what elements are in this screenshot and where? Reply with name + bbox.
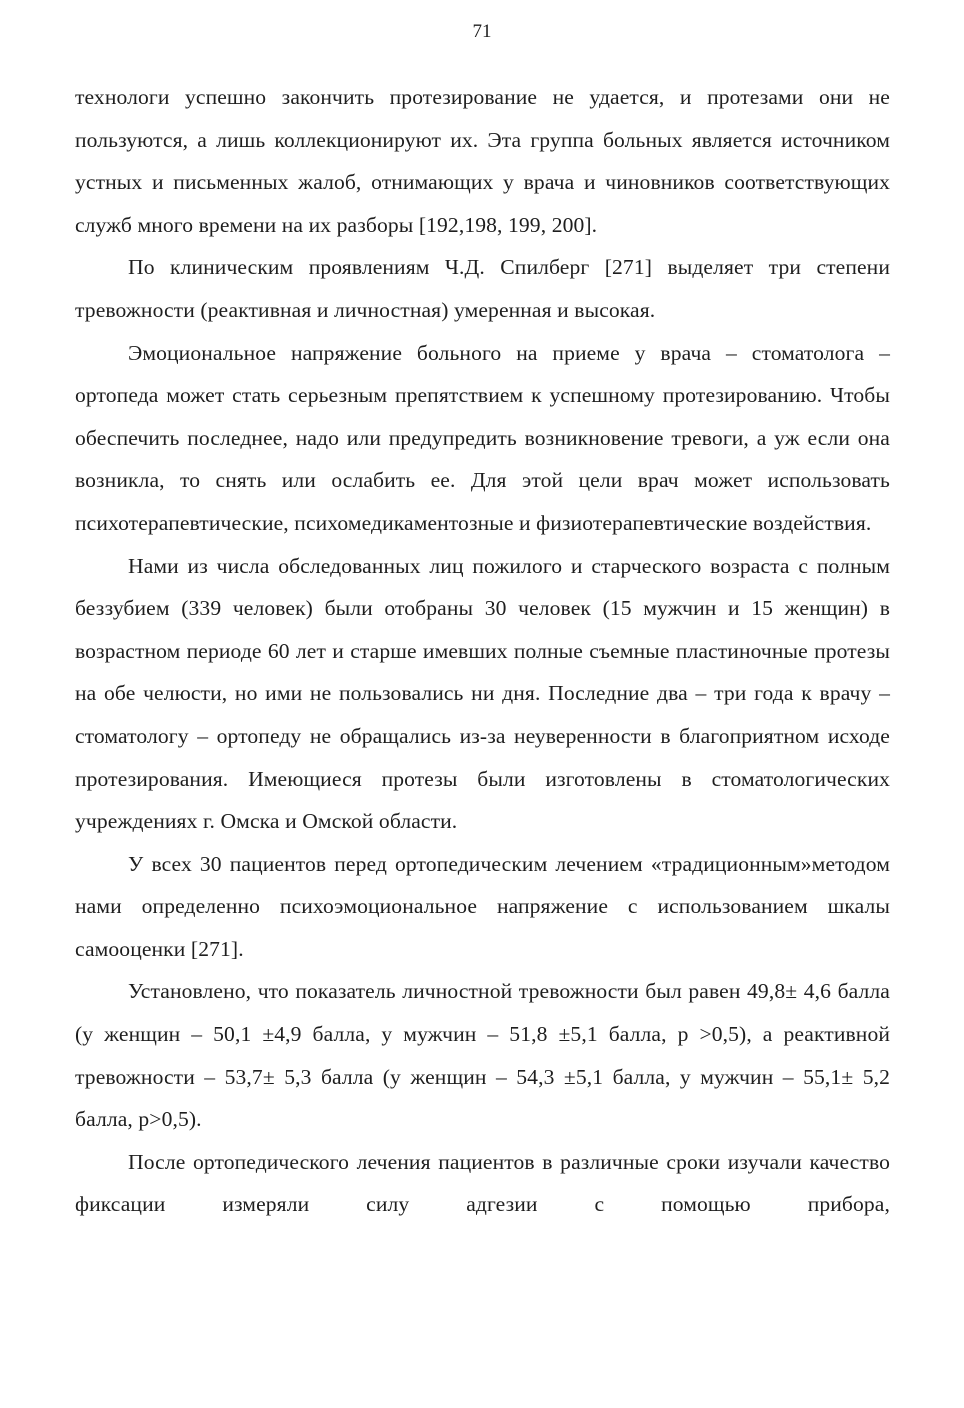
paragraph-6: Установлено, что показатель личностной тревожности был равен 49,8± 4,6 балла (у женщин – 50,1 ±4,9 балла, у мужчин – 51,8 ±5,1 балла, р >0,5), а реактивной тревожности – 53,7± 5,3 балла (у женщин – 54,3 ±5,1 балла, у мужчин – 55,1± 5,2 балла, р>0,5). — [75, 979, 890, 1132]
paragraph-3: Эмоциональное напряжение больного на приеме у врача – стоматолога – ортопеда может стать серьезным препятствием к успешному протезированию. Чтобы обеспечить последнее, надо или предупредить возникновение тревоги, а уж если она возникла, то снять или ослабить ее. Для этой цели врач может использовать психотерапевтические, психомедикаментозные и физиотерапевтические воздействия. — [75, 340, 890, 535]
paragraph-5: У всех 30 пациентов перед ортопедическим лечением «традиционным»методом нами определенно психоэмоциональное напряжение с использованием шкалы самооценки [271]. — [75, 851, 890, 961]
paragraph-7: После ортопедического лечения пациентов в различные сроки изучали качество фиксации измеряли силу адгезии с помощью прибора, — [75, 1149, 890, 1217]
paragraph-1: технологи успешно закончить протезирование не удается, и протезами они не пользуются, а лишь коллекционируют их. Эта группа больных является источником устных и письменных жалоб, отнимающих у врача и чиновников соответствующих служб много времени на их разборы [192,198, 199, 200]. — [75, 85, 890, 237]
paragraph-4: Нами из числа обследованных лиц пожилого и старческого возраста с полным беззубием (339 человек) были отобраны 30 человек (15 мужчин и 15 женщин) в возрастном периоде 60 лет и старше имевших полные съемные пластиночные протезы на обе челюсти, но ими не пользовались ни дня. Последние два – три года к врачу – стоматологу – ортопеду не обращались из-за неуверенности в благоприятном исходе протезирования. Имеющиеся протезы были изготовлены в стоматологических учреждениях г. Омска и Омской области. — [75, 553, 890, 834]
page-number: 71 — [472, 21, 492, 42]
document-body — [75, 76, 890, 1226]
paragraph-2: По клиническим проявлениям Ч.Д. Спилберг [271] выделяет три степени тревожности (реактивная и личностная) умеренная и высокая. — [75, 255, 890, 322]
